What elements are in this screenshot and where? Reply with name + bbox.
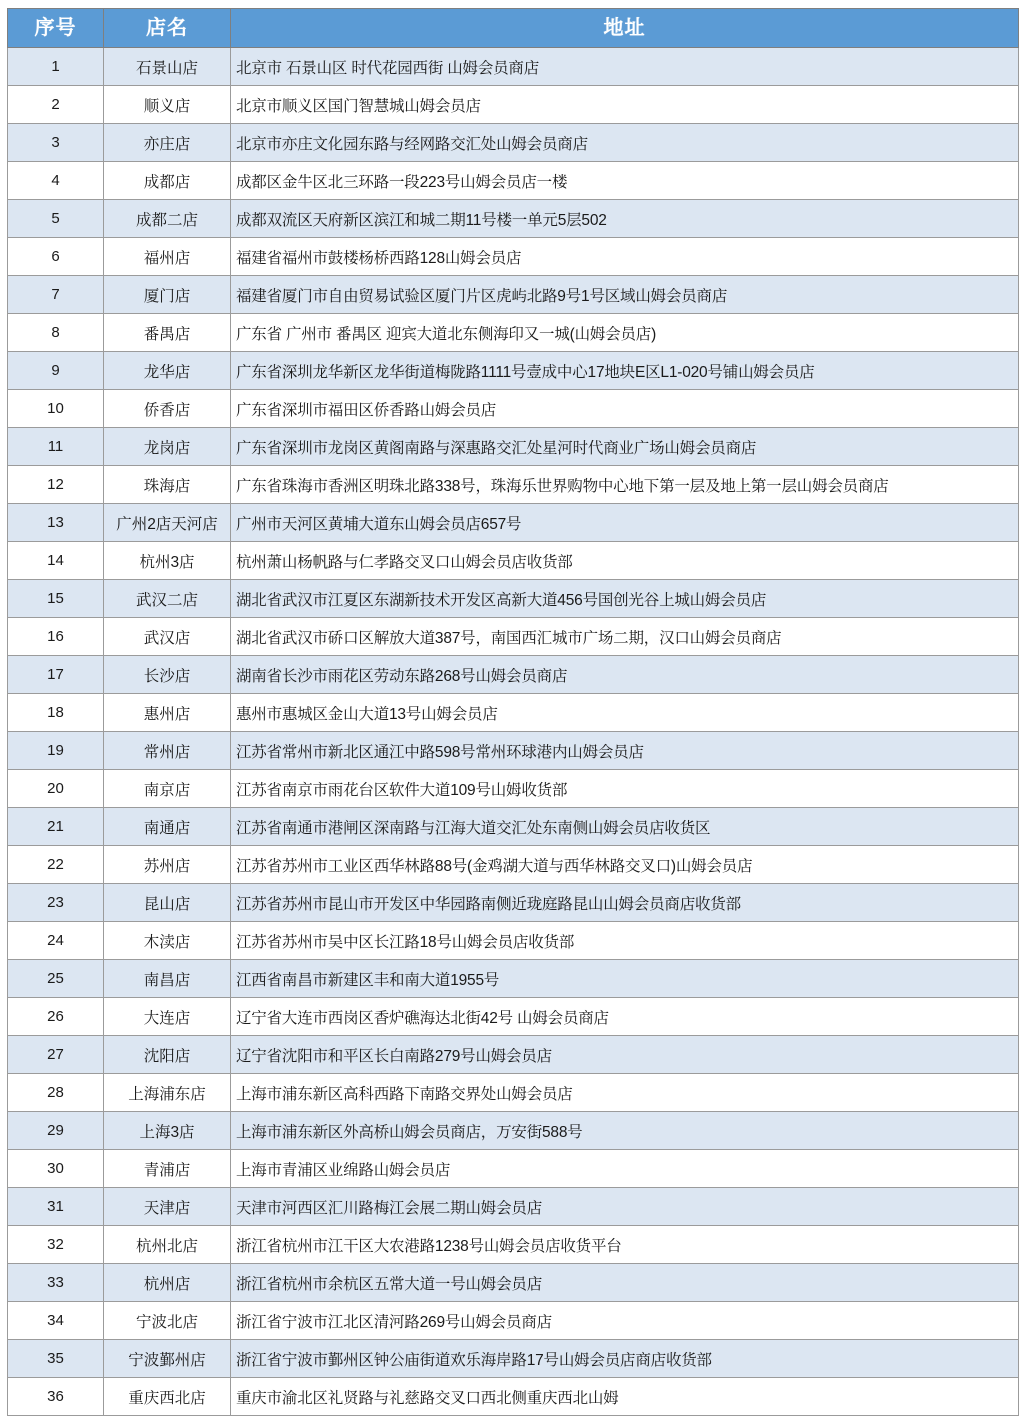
cell-index: 12 xyxy=(8,466,104,504)
cell-address: 广东省珠海市香洲区明珠北路338号，珠海乐世界购物中心地下第一层及地上第一层山姆会员商店 xyxy=(231,466,1019,504)
table-row xyxy=(8,1340,1019,1378)
cell-address: 天津市河西区汇川路梅江会展二期山姆会员店 xyxy=(231,1188,1019,1226)
cell-index: 36 xyxy=(8,1378,104,1416)
cell-address: 浙江省宁波市鄞州区钟公庙街道欢乐海岸路17号山姆会员店商店收货部 xyxy=(231,1340,1019,1378)
cell-address: 上海市青浦区业绵路山姆会员店 xyxy=(231,1150,1019,1188)
table-row xyxy=(8,1226,1019,1264)
table-row xyxy=(8,1150,1019,1188)
cell-index: 1 xyxy=(8,48,104,86)
cell-address: 北京市 石景山区 时代花园西街 山姆会员商店 xyxy=(231,48,1019,86)
cell-address: 江苏省常州市新北区通江中路598号常州环球港内山姆会员店 xyxy=(231,732,1019,770)
cell-address: 江苏省苏州市昆山市开发区中华园路南侧近珑庭路昆山山姆会员商店收货部 xyxy=(231,884,1019,922)
store-list-table xyxy=(7,8,1019,1416)
table-row xyxy=(8,694,1019,732)
table-row xyxy=(8,48,1019,86)
cell-address: 上海市浦东新区外高桥山姆会员商店，万安街588号 xyxy=(231,1112,1019,1150)
cell-store-name: 厦门店 xyxy=(104,276,231,314)
cell-store-name: 亦庄店 xyxy=(104,124,231,162)
cell-store-name: 沈阳店 xyxy=(104,1036,231,1074)
cell-address: 广东省深圳龙华新区龙华街道梅陇路1111号壹成中心17地块E区L1-020号铺山姆会员店 xyxy=(231,352,1019,390)
table-row xyxy=(8,504,1019,542)
cell-address: 福建省厦门市自由贸易试验区厦门片区虎屿北路9号1号区域山姆会员商店 xyxy=(231,276,1019,314)
cell-store-name: 木渎店 xyxy=(104,922,231,960)
column-header-address: 地址 xyxy=(231,9,1019,48)
cell-address: 福建省福州市鼓楼杨桥西路128山姆会员店 xyxy=(231,238,1019,276)
cell-address: 北京市顺义区国门智慧城山姆会员店 xyxy=(231,86,1019,124)
table-row xyxy=(8,1302,1019,1340)
cell-address: 广东省深圳市福田区侨香路山姆会员店 xyxy=(231,390,1019,428)
table-row xyxy=(8,466,1019,504)
cell-index: 28 xyxy=(8,1074,104,1112)
cell-index: 14 xyxy=(8,542,104,580)
cell-index: 17 xyxy=(8,656,104,694)
cell-address: 江苏省南通市港闸区深南路与江海大道交汇处东南侧山姆会员店收货区 xyxy=(231,808,1019,846)
cell-index: 16 xyxy=(8,618,104,656)
cell-index: 23 xyxy=(8,884,104,922)
table-row xyxy=(8,732,1019,770)
cell-store-name: 成都二店 xyxy=(104,200,231,238)
cell-index: 5 xyxy=(8,200,104,238)
cell-store-name: 南京店 xyxy=(104,770,231,808)
cell-address: 重庆市渝北区礼贤路与礼慈路交叉口西北侧重庆西北山姆 xyxy=(231,1378,1019,1416)
cell-address: 江苏省苏州市工业区西华林路88号(金鸡湖大道与西华林路交叉口)山姆会员店 xyxy=(231,846,1019,884)
cell-index: 8 xyxy=(8,314,104,352)
cell-store-name: 宁波鄞州店 xyxy=(104,1340,231,1378)
table-row xyxy=(8,998,1019,1036)
cell-index: 11 xyxy=(8,428,104,466)
cell-store-name: 惠州店 xyxy=(104,694,231,732)
table-row xyxy=(8,276,1019,314)
cell-index: 33 xyxy=(8,1264,104,1302)
cell-address: 湖南省长沙市雨花区劳动东路268号山姆会员商店 xyxy=(231,656,1019,694)
cell-index: 13 xyxy=(8,504,104,542)
cell-store-name: 上海3店 xyxy=(104,1112,231,1150)
table-row xyxy=(8,238,1019,276)
cell-store-name: 宁波北店 xyxy=(104,1302,231,1340)
cell-store-name: 大连店 xyxy=(104,998,231,1036)
cell-store-name: 龙华店 xyxy=(104,352,231,390)
cell-address: 辽宁省沈阳市和平区长白南路279号山姆会员店 xyxy=(231,1036,1019,1074)
cell-store-name: 南昌店 xyxy=(104,960,231,998)
table-row xyxy=(8,1264,1019,1302)
cell-index: 18 xyxy=(8,694,104,732)
cell-store-name: 天津店 xyxy=(104,1188,231,1226)
table-body xyxy=(8,48,1019,1416)
cell-address: 辽宁省大连市西岗区香炉礁海达北街42号 山姆会员商店 xyxy=(231,998,1019,1036)
table-row xyxy=(8,1112,1019,1150)
cell-store-name: 苏州店 xyxy=(104,846,231,884)
table-row xyxy=(8,1036,1019,1074)
cell-store-name: 珠海店 xyxy=(104,466,231,504)
cell-index: 10 xyxy=(8,390,104,428)
cell-store-name: 顺义店 xyxy=(104,86,231,124)
cell-index: 21 xyxy=(8,808,104,846)
cell-index: 30 xyxy=(8,1150,104,1188)
cell-store-name: 武汉店 xyxy=(104,618,231,656)
table-row xyxy=(8,618,1019,656)
cell-address: 广东省 广州市 番禺区 迎宾大道北东侧海印又一城(山姆会员店) xyxy=(231,314,1019,352)
cell-index: 15 xyxy=(8,580,104,618)
cell-store-name: 杭州3店 xyxy=(104,542,231,580)
table-row xyxy=(8,770,1019,808)
cell-index: 27 xyxy=(8,1036,104,1074)
cell-address: 成都双流区天府新区滨江和城二期11号楼一单元5层502 xyxy=(231,200,1019,238)
table-row xyxy=(8,162,1019,200)
table-row xyxy=(8,846,1019,884)
cell-index: 29 xyxy=(8,1112,104,1150)
cell-index: 25 xyxy=(8,960,104,998)
cell-address: 浙江省杭州市江干区大农港路1238号山姆会员店收货平台 xyxy=(231,1226,1019,1264)
cell-address: 杭州萧山杨帆路与仁孝路交叉口山姆会员店收货部 xyxy=(231,542,1019,580)
table-row xyxy=(8,960,1019,998)
cell-address: 江苏省苏州市吴中区长江路18号山姆会员店收货部 xyxy=(231,922,1019,960)
table-row xyxy=(8,1074,1019,1112)
cell-store-name: 武汉二店 xyxy=(104,580,231,618)
table-row xyxy=(8,1188,1019,1226)
table-row xyxy=(8,922,1019,960)
header-row xyxy=(8,9,1019,48)
cell-store-name: 长沙店 xyxy=(104,656,231,694)
table-row xyxy=(8,390,1019,428)
cell-address: 惠州市惠城区金山大道13号山姆会员店 xyxy=(231,694,1019,732)
cell-index: 2 xyxy=(8,86,104,124)
cell-store-name: 上海浦东店 xyxy=(104,1074,231,1112)
cell-index: 24 xyxy=(8,922,104,960)
cell-store-name: 龙岗店 xyxy=(104,428,231,466)
column-header-store: 店名 xyxy=(104,9,231,48)
cell-store-name: 杭州北店 xyxy=(104,1226,231,1264)
cell-index: 26 xyxy=(8,998,104,1036)
cell-store-name: 青浦店 xyxy=(104,1150,231,1188)
cell-store-name: 重庆西北店 xyxy=(104,1378,231,1416)
cell-store-name: 昆山店 xyxy=(104,884,231,922)
cell-address: 上海市浦东新区高科西路下南路交界处山姆会员店 xyxy=(231,1074,1019,1112)
cell-store-name: 广州2店天河店 xyxy=(104,504,231,542)
cell-index: 20 xyxy=(8,770,104,808)
cell-store-name: 福州店 xyxy=(104,238,231,276)
cell-address: 广东省深圳市龙岗区黄阁南路与深惠路交汇处星河时代商业广场山姆会员商店 xyxy=(231,428,1019,466)
cell-index: 19 xyxy=(8,732,104,770)
cell-store-name: 侨香店 xyxy=(104,390,231,428)
table-header xyxy=(8,9,1019,48)
cell-index: 34 xyxy=(8,1302,104,1340)
cell-store-name: 成都店 xyxy=(104,162,231,200)
cell-address: 北京市亦庄文化园东路与经网路交汇处山姆会员商店 xyxy=(231,124,1019,162)
table-row xyxy=(8,428,1019,466)
cell-store-name: 石景山店 xyxy=(104,48,231,86)
cell-address: 江西省南昌市新建区丰和南大道1955号 xyxy=(231,960,1019,998)
cell-index: 22 xyxy=(8,846,104,884)
cell-address: 江苏省南京市雨花台区软件大道109号山姆收货部 xyxy=(231,770,1019,808)
table-row xyxy=(8,808,1019,846)
cell-address: 浙江省宁波市江北区清河路269号山姆会员商店 xyxy=(231,1302,1019,1340)
table-row xyxy=(8,1378,1019,1416)
table-row xyxy=(8,884,1019,922)
cell-store-name: 杭州店 xyxy=(104,1264,231,1302)
cell-index: 3 xyxy=(8,124,104,162)
table-row xyxy=(8,656,1019,694)
cell-store-name: 番禺店 xyxy=(104,314,231,352)
table-row xyxy=(8,542,1019,580)
cell-index: 4 xyxy=(8,162,104,200)
table-row xyxy=(8,352,1019,390)
cell-store-name: 南通店 xyxy=(104,808,231,846)
cell-index: 9 xyxy=(8,352,104,390)
cell-address: 湖北省武汉市硚口区解放大道387号，南国西汇城市广场二期，汉口山姆会员商店 xyxy=(231,618,1019,656)
table-row xyxy=(8,200,1019,238)
cell-index: 6 xyxy=(8,238,104,276)
cell-index: 31 xyxy=(8,1188,104,1226)
table-row xyxy=(8,86,1019,124)
table-row xyxy=(8,314,1019,352)
cell-index: 32 xyxy=(8,1226,104,1264)
cell-index: 35 xyxy=(8,1340,104,1378)
cell-address: 浙江省杭州市余杭区五常大道一号山姆会员店 xyxy=(231,1264,1019,1302)
table-row xyxy=(8,124,1019,162)
cell-address: 成都区金牛区北三环路一段223号山姆会员店一楼 xyxy=(231,162,1019,200)
column-header-index: 序号 xyxy=(8,9,104,48)
table-row xyxy=(8,580,1019,618)
cell-store-name: 常州店 xyxy=(104,732,231,770)
cell-address: 湖北省武汉市江夏区东湖新技术开发区高新大道456号国创光谷上城山姆会员店 xyxy=(231,580,1019,618)
cell-index: 7 xyxy=(8,276,104,314)
cell-address: 广州市天河区黄埔大道东山姆会员店657号 xyxy=(231,504,1019,542)
